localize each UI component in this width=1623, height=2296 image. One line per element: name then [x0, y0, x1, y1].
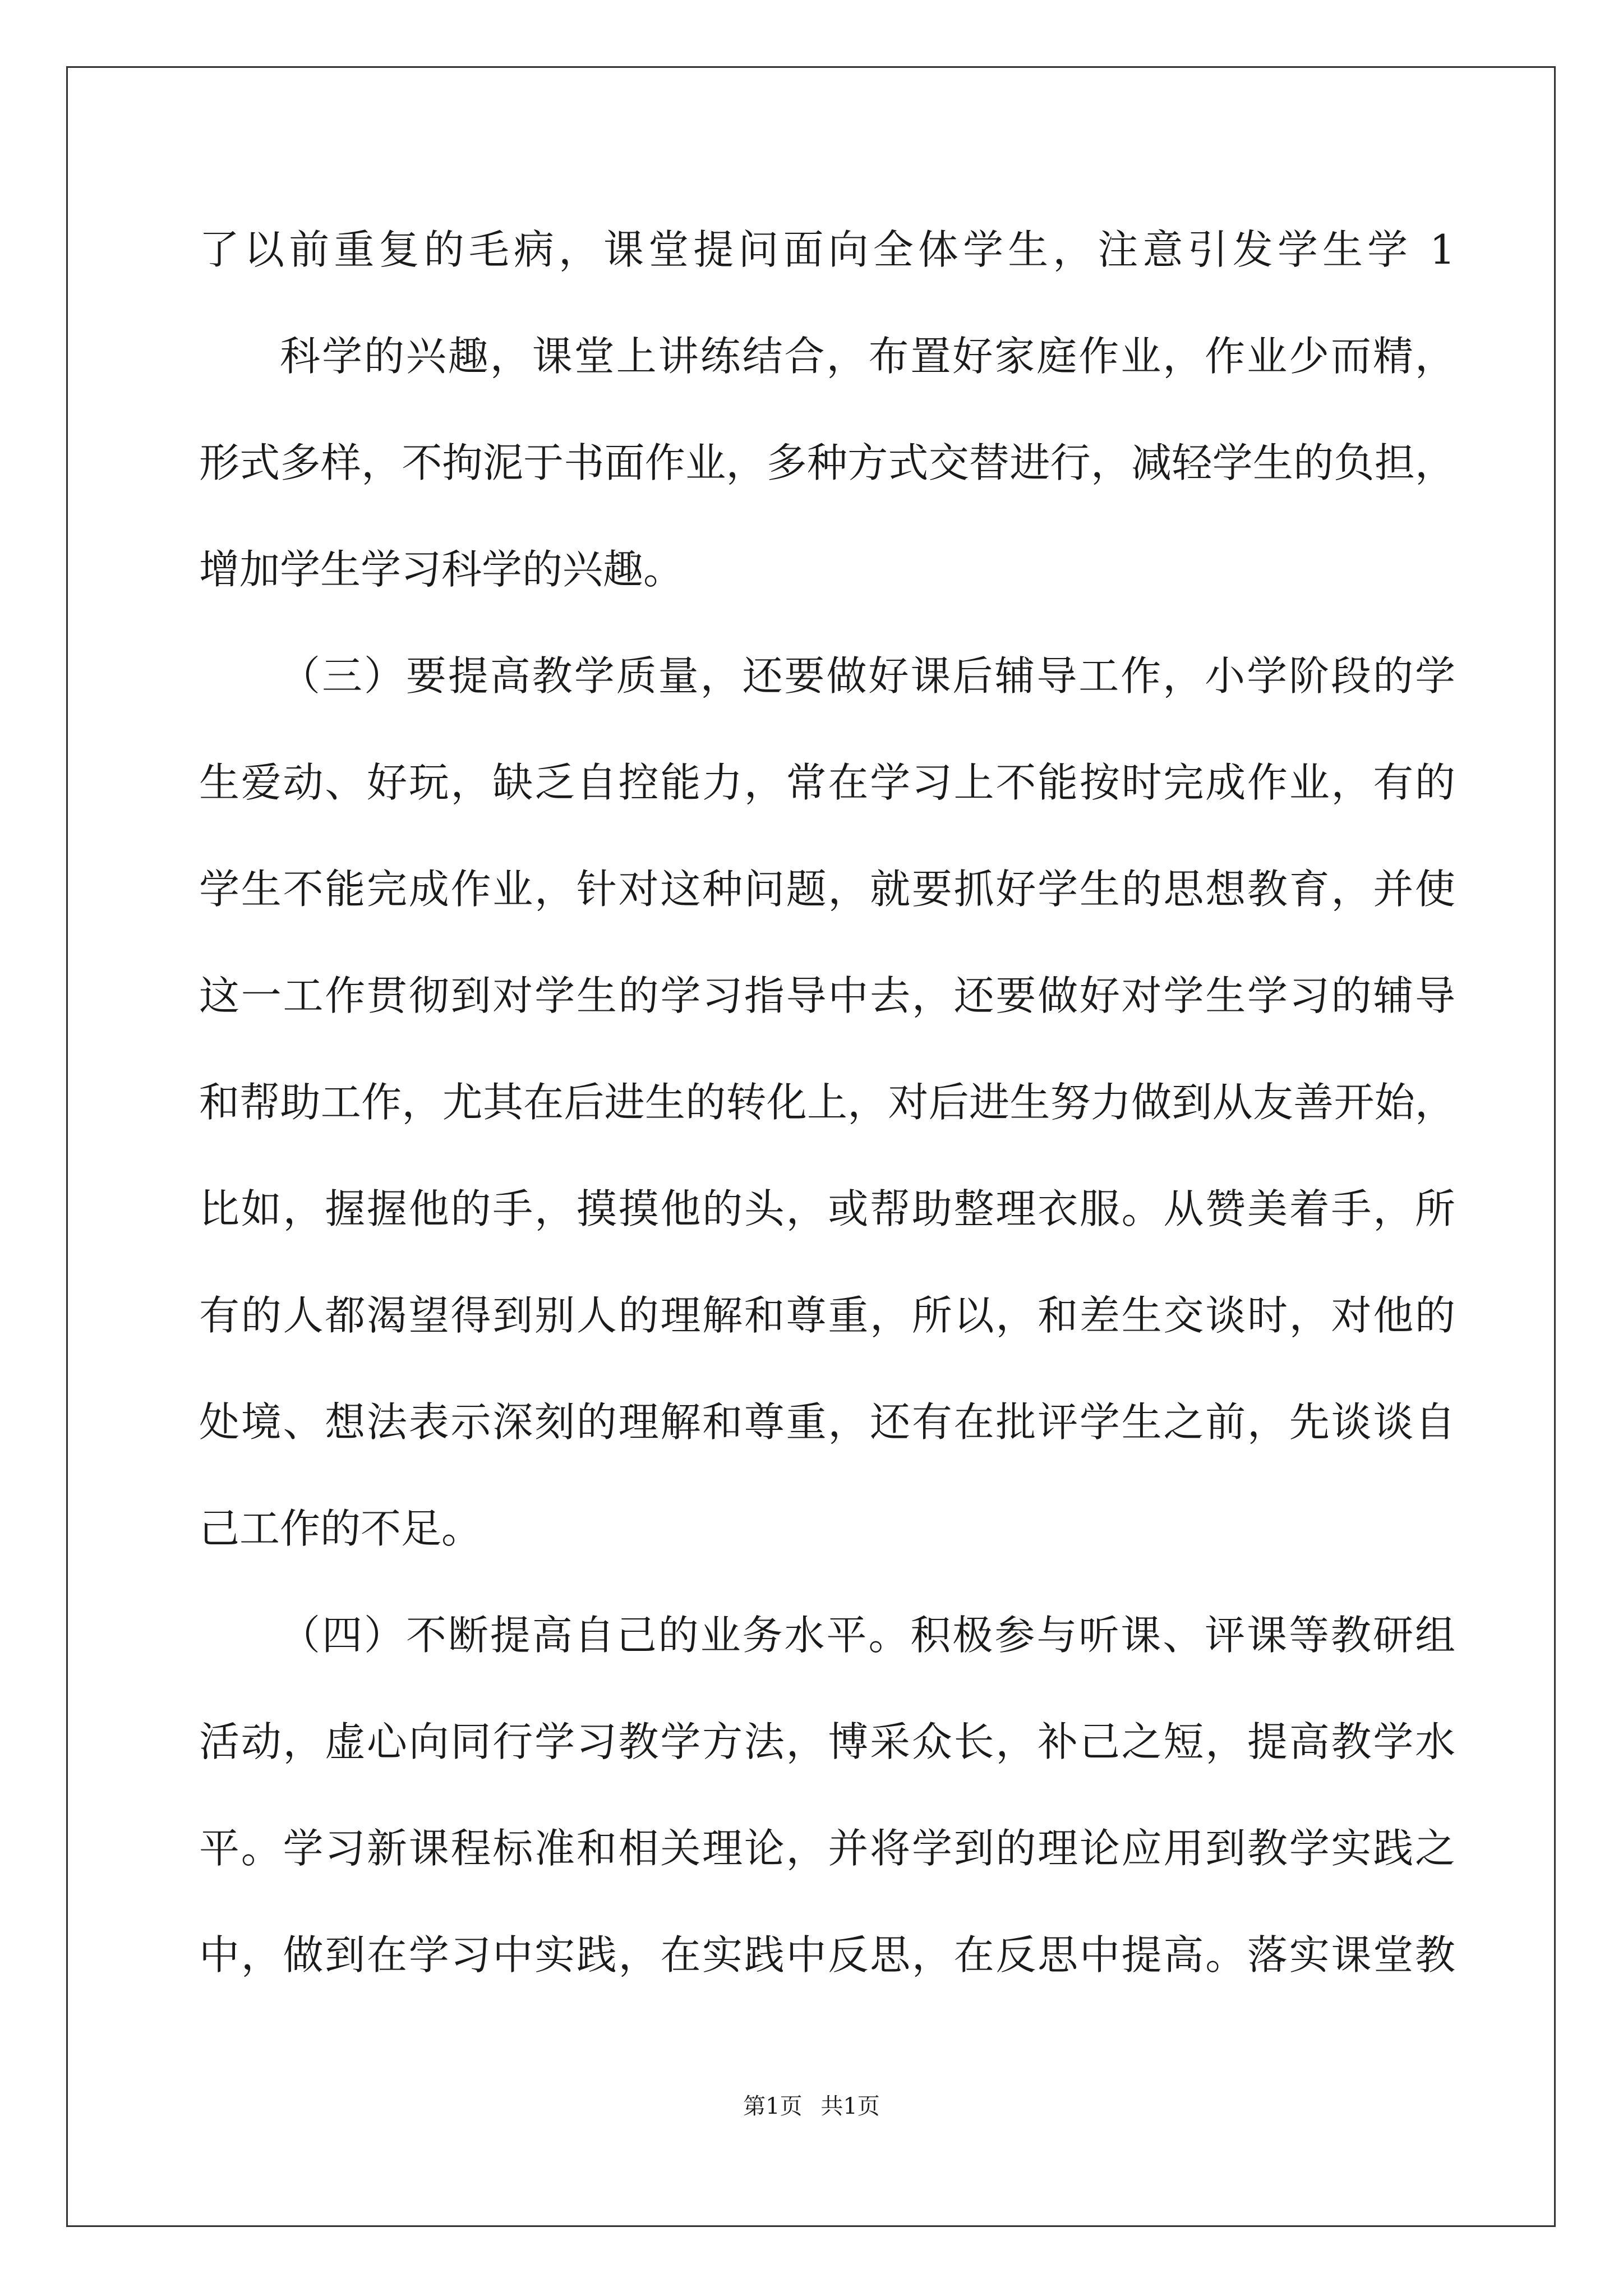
text-line-2: 科学的兴趣，课堂上讲练结合，布置好家庭作业，作业少而精， [280, 333, 1455, 380]
page-number: 第1页 [743, 2093, 803, 2119]
text-line-15: 活动，虚心向同行学习教学方法，博采众长，补己之短，提高教学水 [199, 1718, 1455, 1765]
text-line-13: 己工作的不足。 [199, 1505, 482, 1552]
text-line-14: （四）不断提高自己的业务水平。积极参与听课、评课等教研组 [280, 1612, 1455, 1659]
page-total: 共1页 [820, 2093, 880, 2119]
text-line-1: 了以前重复的毛病，课堂提问面向全体学生，注意引发学生学 1 [199, 226, 1455, 273]
text-line-5: （三）要提高教学质量，还要做好课后辅导工作，小学阶段的学 [280, 652, 1455, 700]
text-line-12: 处境、想法表示深刻的理解和尊重，还有在批评学生之前，先谈谈自 [199, 1398, 1455, 1446]
text-line-10: 比如，握握他的手，摸摸他的头，或帮助整理衣服。从赞美着手，所 [199, 1185, 1455, 1232]
text-line-9: 和帮助工作，尤其在后进生的转化上，对后进生努力做到从友善开始， [199, 1079, 1455, 1126]
page-border [66, 66, 1556, 2227]
text-line-11: 有的人都渴望得到别人的理解和尊重，所以，和差生交谈时，对他的 [199, 1292, 1455, 1339]
text-line-6: 生爱动、好玩，缺乏自控能力，常在学习上不能按时完成作业，有的 [199, 759, 1455, 806]
text-line-7: 学生不能完成作业，针对这种问题，就要抓好学生的思想教育，并使 [199, 866, 1455, 913]
page-footer [0, 2090, 1623, 2123]
text-line-16: 平。学习新课程标准和相关理论，并将学到的理论应用到教学实践之 [199, 1825, 1455, 1872]
text-line-8: 这一工作贯彻到对学生的学习指导中去，还要做好对学生学习的辅导 [199, 972, 1455, 1019]
text-line-17: 中，做到在学习中实践，在实践中反思，在反思中提高。落实课堂教 [199, 1931, 1455, 1978]
text-line-3: 形式多样，不拘泥于书面作业，多种方式交替进行，减轻学生的负担， [199, 439, 1455, 486]
text-line-4: 增加学生学习科学的兴趣。 [199, 546, 684, 593]
